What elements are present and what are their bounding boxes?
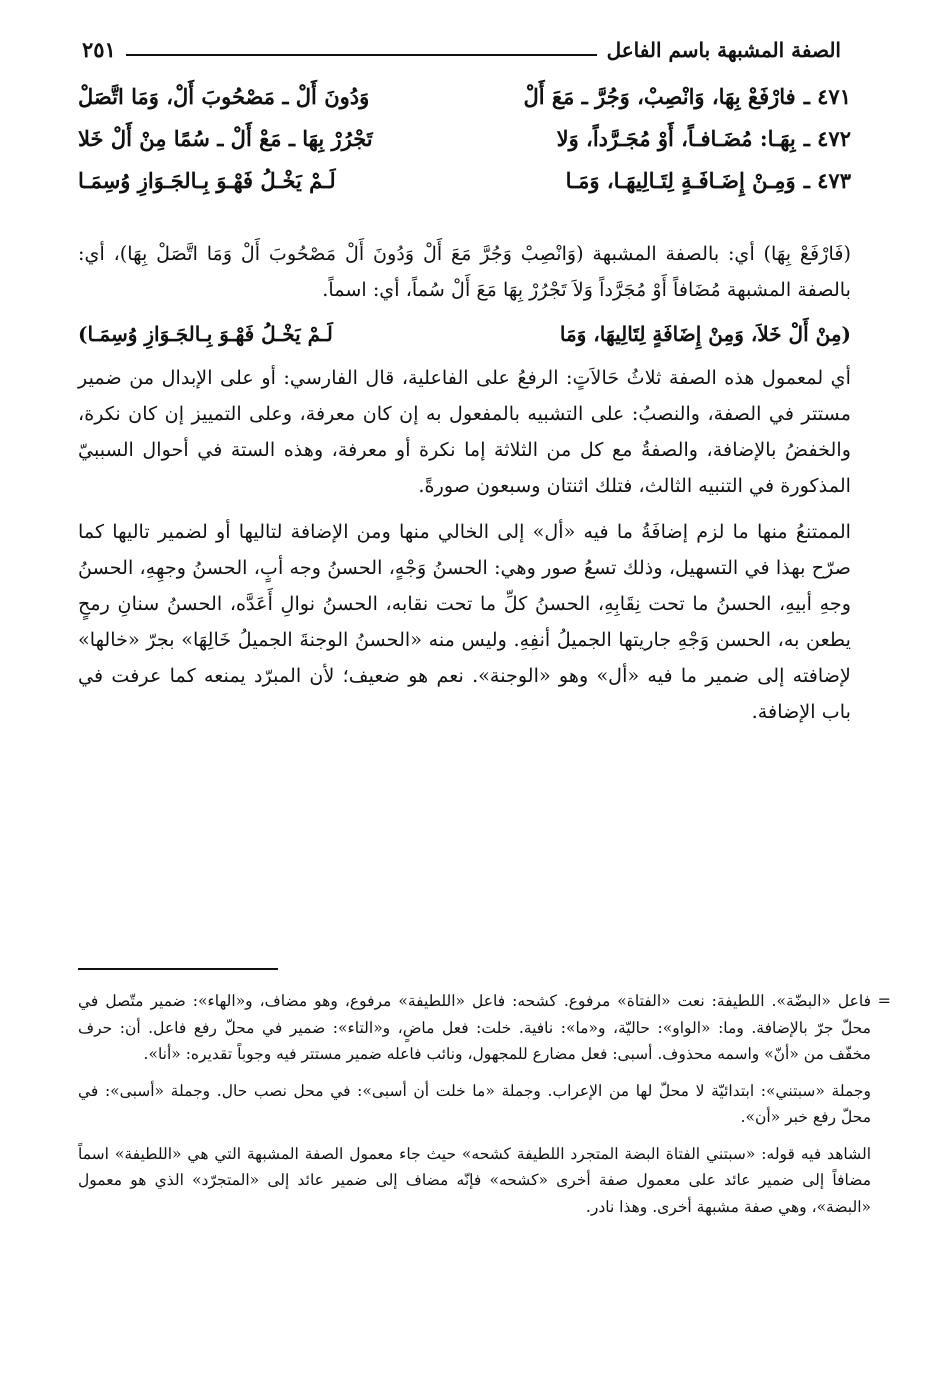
- continuation-mark: =: [877, 991, 891, 1010]
- quoted-second-hemistich: لَـمْ يَخْـلُ فَهْـوَ بِـالجَـوَازِ وُسِمَـا): [78, 322, 333, 346]
- verse-block: [78, 84, 851, 210]
- verse-number: ٤٧٣ ـ: [803, 168, 851, 193]
- commentary-paragraph: أي لمعمول هذه الصفة ثلاثُ حَالاَتٍ: الرفعُ على الفاعلية، قال الفارسي: أو على الإبدال من ضمير مستتر في الصفة، والنصبُ: على التشبيه بالمفعول به إن كان معرفة، وعلى التمييز إن كان نكرة، والخفضُ بالإضافة، والصفةُ مع كل من الثلاثة إما نكرة أو معرفة، وهذه الستة في أحوال السببيّ المذكورة في التنبيه الثالث، فتلك اثنتان وسبعون صورةً.: [78, 366, 851, 497]
- verse-first-hemistich: فارْفَعْ بِهَا، وَانْصِبْ، وَجُرَّ ـ مَعَ أَلْ: [523, 84, 796, 109]
- footnote-paragraph: فاعل «البضّة». اللطيفة: نعت «الفتاة» مرفوع. كشحه: فاعل «اللطيفة» مرفوع، وهو مضاف، و«الهاء»: ضمير متّصل في محلّ جرّ بالإضافة. وما: «الواو»: حاليّة، و«ما»: نافية. خلت: فعل ماضٍ، و«التاء»: ضمير في محلّ رفع فاعل. أن: حرف مخفّف من «أنّ» واسمه محذوف. أسبى: فعل مضارع للمجهول، ونائب فاعله ضمير مستتر فيه وجوباً تقديره: «أنا».: [78, 992, 871, 1063]
- verse-number: ٤٧٢ ـ: [803, 126, 851, 151]
- commentary-paragraph: الممتنعُ منها ما لزم إضافَةُ ما فيه «أل» إلى الخالي منها ومن الإضافة لتاليها أو لضمير تاليها كما صرّح بهذا في التسهيل، وذلك تسعُ صور وهي: الحسنُ وَجْهٍ، الحسنُ وجه أبٍ، الحسنُ وجهِهِ، الحسنُ وجهِ أبيهِ، الحسنُ ما تحت نِقَابِهِ، الحسنُ كلِّ ما تحت نقابه، الحسنُ نوالِ أَعَدَّه، الحسنُ سنانِ رمحٍ يطعن به، الحسن وَجْهِ جاريتها الجميلُ أنفِهِ. وليس منه «الحسنُ الوجنةَ الجميلُ خَالِهَا» بجرّ «خالها» لإضافته إلى ضمير ما فيه «أل» وهو «الوجنة». نعم هو ضعيف؛ لأن المبرّد يمنعه كما عرفت في باب الإضافة.: [78, 520, 851, 723]
- header-rule: [126, 54, 597, 56]
- verse-line: [78, 126, 851, 168]
- page-number: ٢٥١: [82, 37, 116, 62]
- footnotes: [78, 988, 891, 1230]
- verse-first-hemistich: وَمِـنْ إِضَـافَـةٍ لِتَـالِيهَـا، وَمَـا: [565, 168, 796, 193]
- verse-second-hemistich: تَجْرُرْ بِهَا ـ مَعْ أَلْ ـ سُمًا مِنْ أَلْ خَلا: [78, 126, 373, 151]
- verse-line: [78, 168, 851, 210]
- verse-second-hemistich: وَدُونَ أَلْ ـ مَصْحُوبَ أَلْ، وَمَا اتَّصَلْ: [78, 84, 370, 109]
- verse-line: [78, 84, 851, 126]
- commentary-paragraph: (فَارْفَعْ بِهَا) أي: بالصفة المشبهة (وَانْصِبْ وَجُرَّ مَعَ أَلْ وَدُونَ أَلْ مَصْحُوبَ أَلْ وَمَا اتَّصَلْ بِهَا)، أي: بالصفة المشبهة مُضَافاً أَوْ مُجَرَّداً وَلاَ تَجْرُرْ بِهَا مَعَ أَلْ سُماً، أي: اسماً.: [78, 242, 851, 301]
- quoted-first-hemistich: (مِنْ أَلْ خَلاَ، وَمِنْ إِضَافَةٍ لِتَالِيهَا، وَمَا: [559, 322, 851, 346]
- chapter-title: الصفة المشبهة باسم الفاعل: [606, 38, 841, 62]
- verse-number: ٤٧١ ـ: [803, 84, 851, 109]
- verse-second-hemistich: لَـمْ يَخْـلُ فَهْـوَ بِـالجَـوَازِ وُسِمَـا: [78, 168, 336, 193]
- footnote-separator: [78, 968, 278, 970]
- footnote-paragraph: وجملة «سبتني»: ابتدائيّة لا محلّ لها من الإعراب. وجملة «ما خلت أن أسبى»: في محل نصب حال. وجملة «أسبى»: في محلّ رفع خبر «أن».: [78, 1081, 871, 1126]
- running-header: [82, 28, 841, 62]
- commentary: [78, 236, 851, 730]
- verse-first-hemistich: بِهَـا: مُضَـافـاً، أَوْ مُجَـرَّداً، وَلا: [556, 126, 796, 151]
- footnote-paragraph: الشاهد فيه قوله: «سبتني الفتاة البضة المتجرد اللطيفة كشحه» حيث جاء معمول الصفة المشبهة التي هي «اللطيفة» اسماً مضافاً إلى ضمير عائد على معمول صفة أخرى «كشحه» فإنّه مضاف إلى ضمير عائد إلى «المتجرّد» الذي هو معمول «البضة»، وهي صفة مشبهة أخرى. وهذا نادر.: [78, 1144, 871, 1216]
- quoted-verse: [78, 316, 851, 352]
